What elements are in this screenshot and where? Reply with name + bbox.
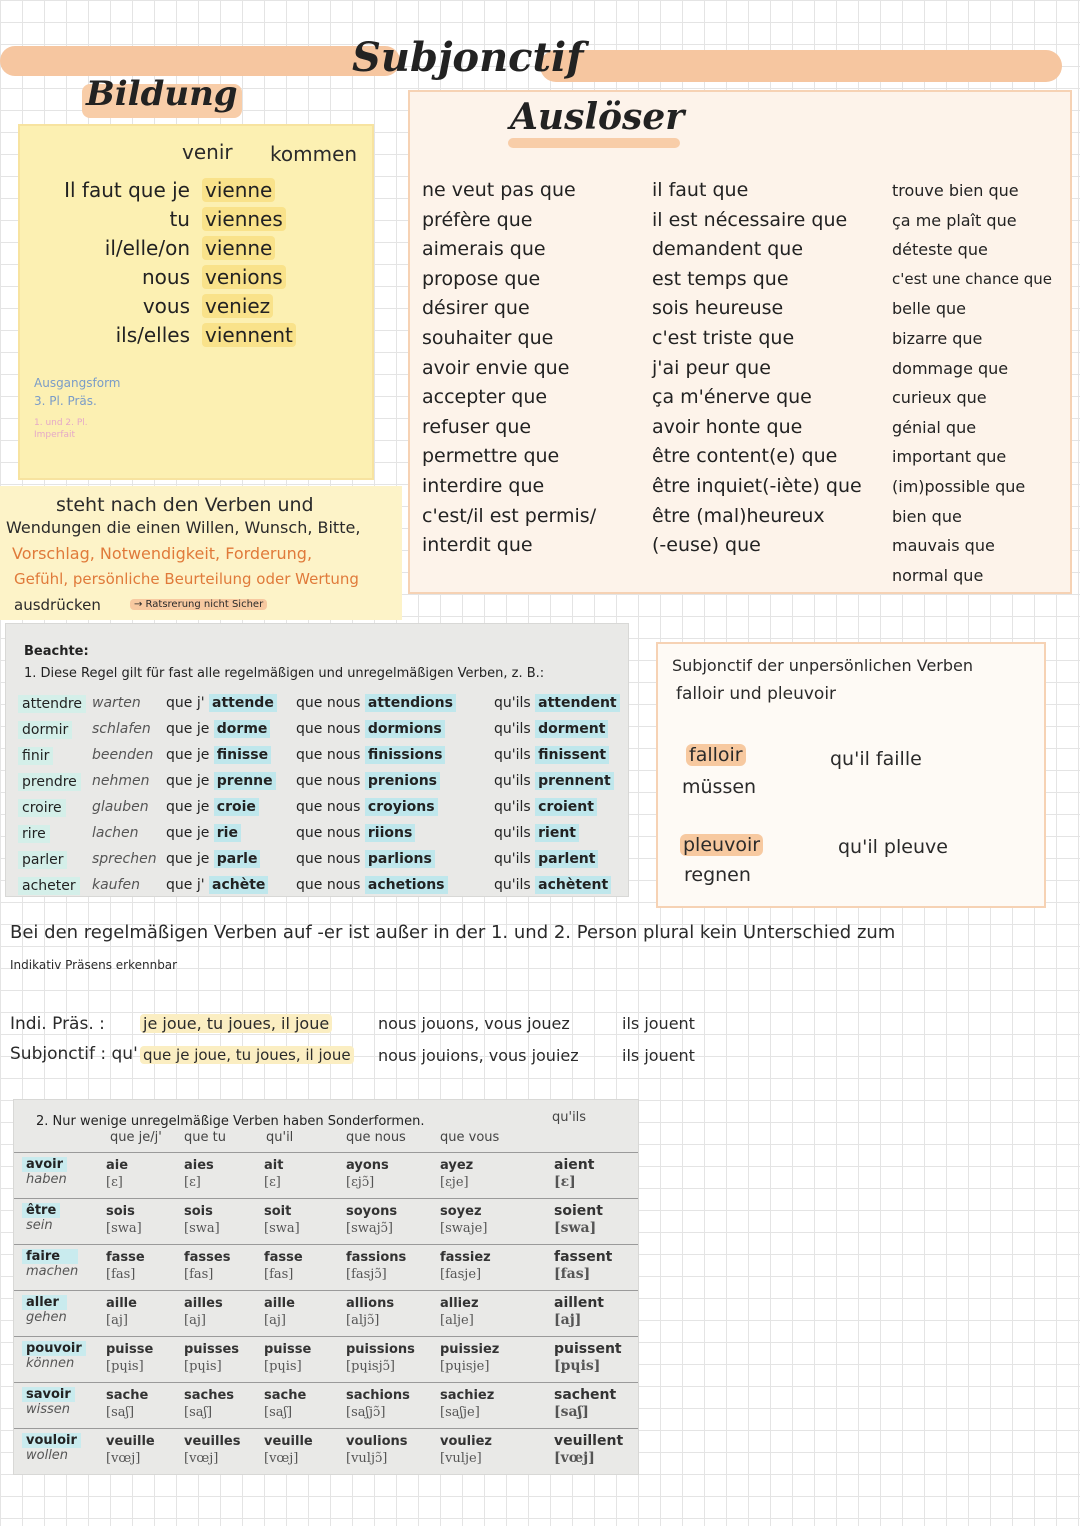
form-list xyxy=(202,176,296,350)
subj-label: Subjonctif : qu' xyxy=(10,1044,138,1064)
trigger-item: bizarre que xyxy=(892,328,983,348)
form-cell: qu'ils prennent xyxy=(494,773,614,789)
form-cell: aille [aj] xyxy=(106,1296,137,1328)
trigger-item: ça me plaît que xyxy=(892,210,1017,230)
rule-1: 1. Diese Regel gilt für fast alle regelmäßigen und unregelmäßigen Verben, z. B.: xyxy=(24,666,545,681)
verb-infinitive: croire xyxy=(18,799,66,817)
trigger-item: déteste que xyxy=(892,240,988,260)
form-cell: que je prenne xyxy=(166,773,276,789)
form-cell: vouliez [vulje] xyxy=(440,1434,492,1466)
trigger-item: normal que xyxy=(892,565,984,585)
verb-infinitive: pouvoir können xyxy=(26,1341,86,1371)
trigger-item: avoir envie que xyxy=(422,356,570,379)
trigger-item: il est nécessaire que xyxy=(652,208,848,231)
form-cell: qu'ils parlent xyxy=(494,851,598,867)
trigger-item: mauvais que xyxy=(892,536,995,556)
highlight-band-left xyxy=(0,46,400,76)
verb-infinitive: être sein xyxy=(26,1203,60,1233)
verb-infinitive: dormir xyxy=(18,721,72,739)
trigger-list-wertung xyxy=(892,176,1052,590)
pronoun: nous xyxy=(141,265,190,289)
table-row xyxy=(14,1198,638,1245)
table-row xyxy=(14,1152,638,1199)
table-row xyxy=(14,1290,638,1337)
table-row xyxy=(6,872,628,898)
page-title: Subjonctif xyxy=(352,34,584,81)
highlight-band-right xyxy=(540,50,1062,82)
col-header: qu'il xyxy=(266,1130,294,1145)
table-row xyxy=(6,690,628,716)
form-cell: puisses [pɥis] xyxy=(184,1342,240,1374)
trigger-item: être content(e) que xyxy=(652,445,838,468)
form-cell: que nous prenions xyxy=(296,773,440,789)
form-cell: sachent [saʃ] xyxy=(554,1387,617,1420)
trigger-item: accepter que xyxy=(422,386,548,409)
verb-form: vienne xyxy=(202,178,275,202)
usage-line-4: Gefühl, persönliche Beurteilung oder Wertung xyxy=(14,570,359,588)
verb-infinitive: parler xyxy=(18,851,67,869)
trigger-item: aimerais que xyxy=(422,238,546,261)
form-cell: fasse [fas] xyxy=(106,1250,145,1282)
form-cell: veuille [vœj] xyxy=(264,1434,313,1466)
verb-infinitive: prendre xyxy=(18,773,81,791)
trigger-item: c'est/il est permis/ xyxy=(422,504,597,527)
col-header: que tu xyxy=(184,1130,226,1145)
form-cell: qu'ils attendent xyxy=(494,695,620,711)
form-cell: que je parle xyxy=(166,851,260,867)
form-cell: que nous attendions xyxy=(296,695,456,711)
form-cell: aillent [aj] xyxy=(554,1295,604,1328)
form-cell: fasse [fas] xyxy=(264,1250,303,1282)
table-row xyxy=(6,716,628,742)
falloir-de: müssen xyxy=(682,776,757,798)
form-cell: puisse [pɥis] xyxy=(106,1342,154,1374)
ausloeser-underline xyxy=(508,138,680,148)
verb-translation: kaufen xyxy=(92,877,140,893)
form-cell: que nous croyions xyxy=(296,799,438,815)
form-cell: que nous dormions xyxy=(296,721,445,737)
usage-line-5: ausdrücken xyxy=(14,596,101,614)
pleuvoir-form: qu'il pleuve xyxy=(838,836,948,858)
verb-translation: lachen xyxy=(92,825,139,841)
col-header: qu'ils xyxy=(552,1110,587,1125)
trigger-item: interdit que xyxy=(422,534,533,557)
pronoun: ils/elles xyxy=(115,323,190,347)
form-cell: fassions [fasjɔ̃] xyxy=(346,1250,407,1282)
form-cell: sache [saʃ] xyxy=(106,1388,149,1420)
trigger-item: (im)possible que xyxy=(892,476,1026,496)
falloir-fr: falloir xyxy=(686,744,746,766)
bildung-heading: Bildung xyxy=(86,74,238,114)
trigger-item: il faut que xyxy=(652,179,749,201)
trigger-item: génial que xyxy=(892,417,977,437)
col-header: que vous xyxy=(440,1130,500,1145)
col-header-fr: venir xyxy=(182,140,233,164)
form-cell: que je dorme xyxy=(166,721,270,737)
trigger-item: ça m'énerve que xyxy=(652,386,812,409)
form-cell: fassent [fas] xyxy=(554,1249,613,1282)
trigger-item: demandent que xyxy=(652,238,804,261)
form-cell: aies [ɛ] xyxy=(184,1158,214,1190)
impersonal-box xyxy=(656,642,1046,908)
form-cell: soient [swa] xyxy=(554,1203,603,1236)
verb-infinitive: faire machen xyxy=(26,1249,78,1279)
trigger-list-wunsch xyxy=(422,176,596,561)
form-cell: que nous finissions xyxy=(296,747,445,763)
col-header: que je/j' xyxy=(110,1130,162,1145)
table-row xyxy=(6,768,628,794)
er-note-line-2: Indikativ Präsens erkennbar xyxy=(10,958,178,972)
verb-infinitive: acheter xyxy=(18,877,80,895)
irregular-verbs-rows xyxy=(14,1152,638,1474)
usage-line-1: steht nach den Verben und xyxy=(56,494,314,516)
form-cell: qu'ils finissent xyxy=(494,747,609,763)
form-cell: puissiez [pɥisje] xyxy=(440,1342,500,1374)
form-cell: qu'ils dorment xyxy=(494,721,608,737)
form-cell: puisse [pɥis] xyxy=(264,1342,312,1374)
regular-verbs-rows xyxy=(6,690,628,896)
falloir-form: qu'il faille xyxy=(830,748,922,770)
form-cell: qu'ils croient xyxy=(494,799,597,815)
form-cell: allions [aljɔ̃] xyxy=(346,1296,395,1328)
col-header: que nous xyxy=(346,1130,406,1145)
trigger-list-notwendigkeit xyxy=(652,176,862,561)
beachte-label: Beachte: xyxy=(24,644,89,659)
pronoun-list xyxy=(30,176,190,350)
trigger-item: est temps que xyxy=(652,267,789,290)
impersonal-title: Subjonctif der unpersönlichen Verben xyxy=(672,656,974,675)
regular-verbs-photo xyxy=(6,624,628,896)
table-row xyxy=(14,1382,638,1429)
table-row xyxy=(6,820,628,846)
form-cell: que je croie xyxy=(166,799,259,815)
verb-form: vienne xyxy=(202,236,275,260)
table-row xyxy=(14,1244,638,1291)
trigger-item: bien que xyxy=(892,506,962,526)
bildung-box xyxy=(18,124,374,480)
verb-form: viennent xyxy=(202,323,296,347)
table-row xyxy=(14,1336,638,1383)
verb-infinitive: finir xyxy=(18,747,53,765)
trigger-item: c'est triste que xyxy=(652,326,795,349)
verb-translation: glauben xyxy=(92,799,149,815)
form-cell: veuillent [vœj] xyxy=(554,1433,624,1466)
ind-3pl: ils jouent xyxy=(622,1014,695,1033)
rule-2: 2. Nur wenige unregelmäßige Verben haben Sonderformen. xyxy=(36,1114,425,1129)
form-cell: saches [saʃ] xyxy=(184,1388,235,1420)
subj-plural: nous jouions, vous jouiez xyxy=(378,1046,579,1065)
form-cell: puissions [pɥisjɔ̃] xyxy=(346,1342,415,1374)
trigger-item: dommage que xyxy=(892,358,1009,378)
verb-infinitive: attendre xyxy=(18,695,86,713)
form-cell: veuille [vœj] xyxy=(106,1434,155,1466)
form-cell: qu'ils rient xyxy=(494,825,579,841)
trigger-item: permettre que xyxy=(422,445,560,468)
form-cell: que nous riions xyxy=(296,825,415,841)
verb-infinitive: aller gehen xyxy=(26,1295,67,1325)
impersonal-subtitle: falloir und pleuvoir xyxy=(676,684,837,704)
form-cell: sachions [saʃjɔ̃] xyxy=(346,1388,410,1420)
form-cell: voulions [vuljɔ̃] xyxy=(346,1434,408,1466)
trigger-item: être inquiet(-iète) que xyxy=(652,474,862,497)
table-row xyxy=(14,1428,638,1475)
form-cell: ayez [ɛje] xyxy=(440,1158,474,1190)
table-row xyxy=(6,846,628,872)
irregular-verbs-photo xyxy=(14,1100,638,1474)
table-row xyxy=(6,794,628,820)
usage-line-5-small: → Ratsrerung nicht Sicher xyxy=(130,599,267,610)
pronoun: tu xyxy=(169,207,190,231)
usage-note-box xyxy=(0,486,402,620)
trigger-item: ne veut pas que xyxy=(422,179,576,201)
usage-line-3: Vorschlag, Notwendigkeit, Forderung, xyxy=(12,544,313,563)
form-cell: fassiez [fasje] xyxy=(440,1250,491,1282)
form-cell: aille [aj] xyxy=(264,1296,295,1328)
subj-singular: que je joue, tu joues, il joue xyxy=(140,1046,354,1064)
form-cell: soyons [swajɔ̃] xyxy=(346,1204,398,1236)
pronoun: Il faut que je xyxy=(64,178,190,202)
trigger-item: sois heureuse xyxy=(652,297,784,320)
trigger-item: propose que xyxy=(422,267,541,290)
form-cell: aient [ɛ] xyxy=(554,1157,595,1190)
verb-infinitive: vouloir wollen xyxy=(26,1433,81,1463)
form-cell: fasses [fas] xyxy=(184,1250,231,1282)
note-ausgangsform: Ausgangsform xyxy=(34,376,121,390)
col-header-de: kommen xyxy=(270,142,358,166)
er-note-line-1: Bei den regelmäßigen Verben auf -er ist außer in der 1. und 2. Person plural kein Unterschied zum xyxy=(10,922,896,943)
verb-translation: sprechen xyxy=(92,851,157,867)
pronoun: il/elle/on xyxy=(104,236,190,260)
form-cell: ait [ɛ] xyxy=(264,1158,284,1190)
verb-form: venions xyxy=(202,265,286,289)
trigger-item: interdire que xyxy=(422,474,545,497)
subj-3pl: ils jouent xyxy=(622,1046,695,1065)
form-cell: sachiez [saʃje] xyxy=(440,1388,495,1420)
verb-form: viennes xyxy=(202,207,286,231)
form-cell: que nous achetions xyxy=(296,877,448,893)
trigger-item: trouve bien que xyxy=(892,181,1019,200)
trigger-item: important que xyxy=(892,447,1007,467)
verb-infinitive: rire xyxy=(18,825,50,843)
ind-plural: nous jouons, vous jouez xyxy=(378,1014,570,1033)
trigger-item: (-euse) que xyxy=(652,534,761,557)
pleuvoir-fr: pleuvoir xyxy=(680,834,763,856)
form-cell: que nous parlions xyxy=(296,851,435,867)
verb-form: veniez xyxy=(202,294,273,318)
pleuvoir-de: regnen xyxy=(684,864,751,886)
form-cell: sois [swa] xyxy=(106,1204,142,1236)
trigger-item: belle que xyxy=(892,299,966,319)
table-row xyxy=(6,742,628,768)
form-cell: que j' attende xyxy=(166,695,277,711)
trigger-item: curieux que xyxy=(892,388,987,408)
trigger-item: préfère que xyxy=(422,208,533,231)
note-1-2-pl: 1. und 2. Pl. xyxy=(34,418,88,428)
form-cell: puissent [pɥis] xyxy=(554,1341,622,1374)
form-cell: soit [swa] xyxy=(264,1204,300,1236)
usage-line-2: Wendungen die einen Willen, Wunsch, Bitte, xyxy=(6,518,361,537)
verb-translation: warten xyxy=(92,695,141,711)
ind-label: Indi. Präs. : xyxy=(10,1014,105,1034)
form-cell: soyez [swaje] xyxy=(440,1204,488,1236)
verb-translation: schlafen xyxy=(92,721,151,737)
form-cell: sache [saʃ] xyxy=(264,1388,307,1420)
verb-translation: nehmen xyxy=(92,773,150,789)
note-3pl: 3. Pl. Präs. xyxy=(34,394,97,408)
form-cell: alliez [alje] xyxy=(440,1296,479,1328)
trigger-item: c'est une chance que xyxy=(892,269,1053,288)
note-imperfait: Imperfait xyxy=(34,430,76,440)
trigger-item: refuser que xyxy=(422,415,532,438)
form-cell: veuilles [vœj] xyxy=(184,1434,241,1466)
verb-translation: beenden xyxy=(92,747,154,763)
form-cell: aie [ɛ] xyxy=(106,1158,129,1190)
ausloeser-box xyxy=(408,90,1072,594)
form-cell: que je finisse xyxy=(166,747,271,763)
verb-infinitive: avoir haben xyxy=(26,1157,67,1187)
trigger-item: j'ai peur que xyxy=(652,356,771,379)
form-cell: sois [swa] xyxy=(184,1204,220,1236)
trigger-item: avoir honte que xyxy=(652,415,803,438)
form-cell: qu'ils achètent xyxy=(494,877,611,893)
form-cell: que j' achète xyxy=(166,877,268,893)
pronoun: vous xyxy=(142,294,190,318)
form-cell: ayons [ɛjɔ̃] xyxy=(346,1158,389,1190)
form-cell: ailles [aj] xyxy=(184,1296,223,1328)
trigger-item: souhaiter que xyxy=(422,326,554,349)
ausloeser-heading: Auslöser xyxy=(510,96,685,138)
trigger-item: être (mal)heureux xyxy=(652,504,825,527)
ind-singular: je joue, tu joues, il joue xyxy=(140,1014,332,1033)
trigger-item: désirer que xyxy=(422,297,530,320)
verb-infinitive: savoir wissen xyxy=(26,1387,75,1417)
form-cell: que je rie xyxy=(166,825,241,841)
